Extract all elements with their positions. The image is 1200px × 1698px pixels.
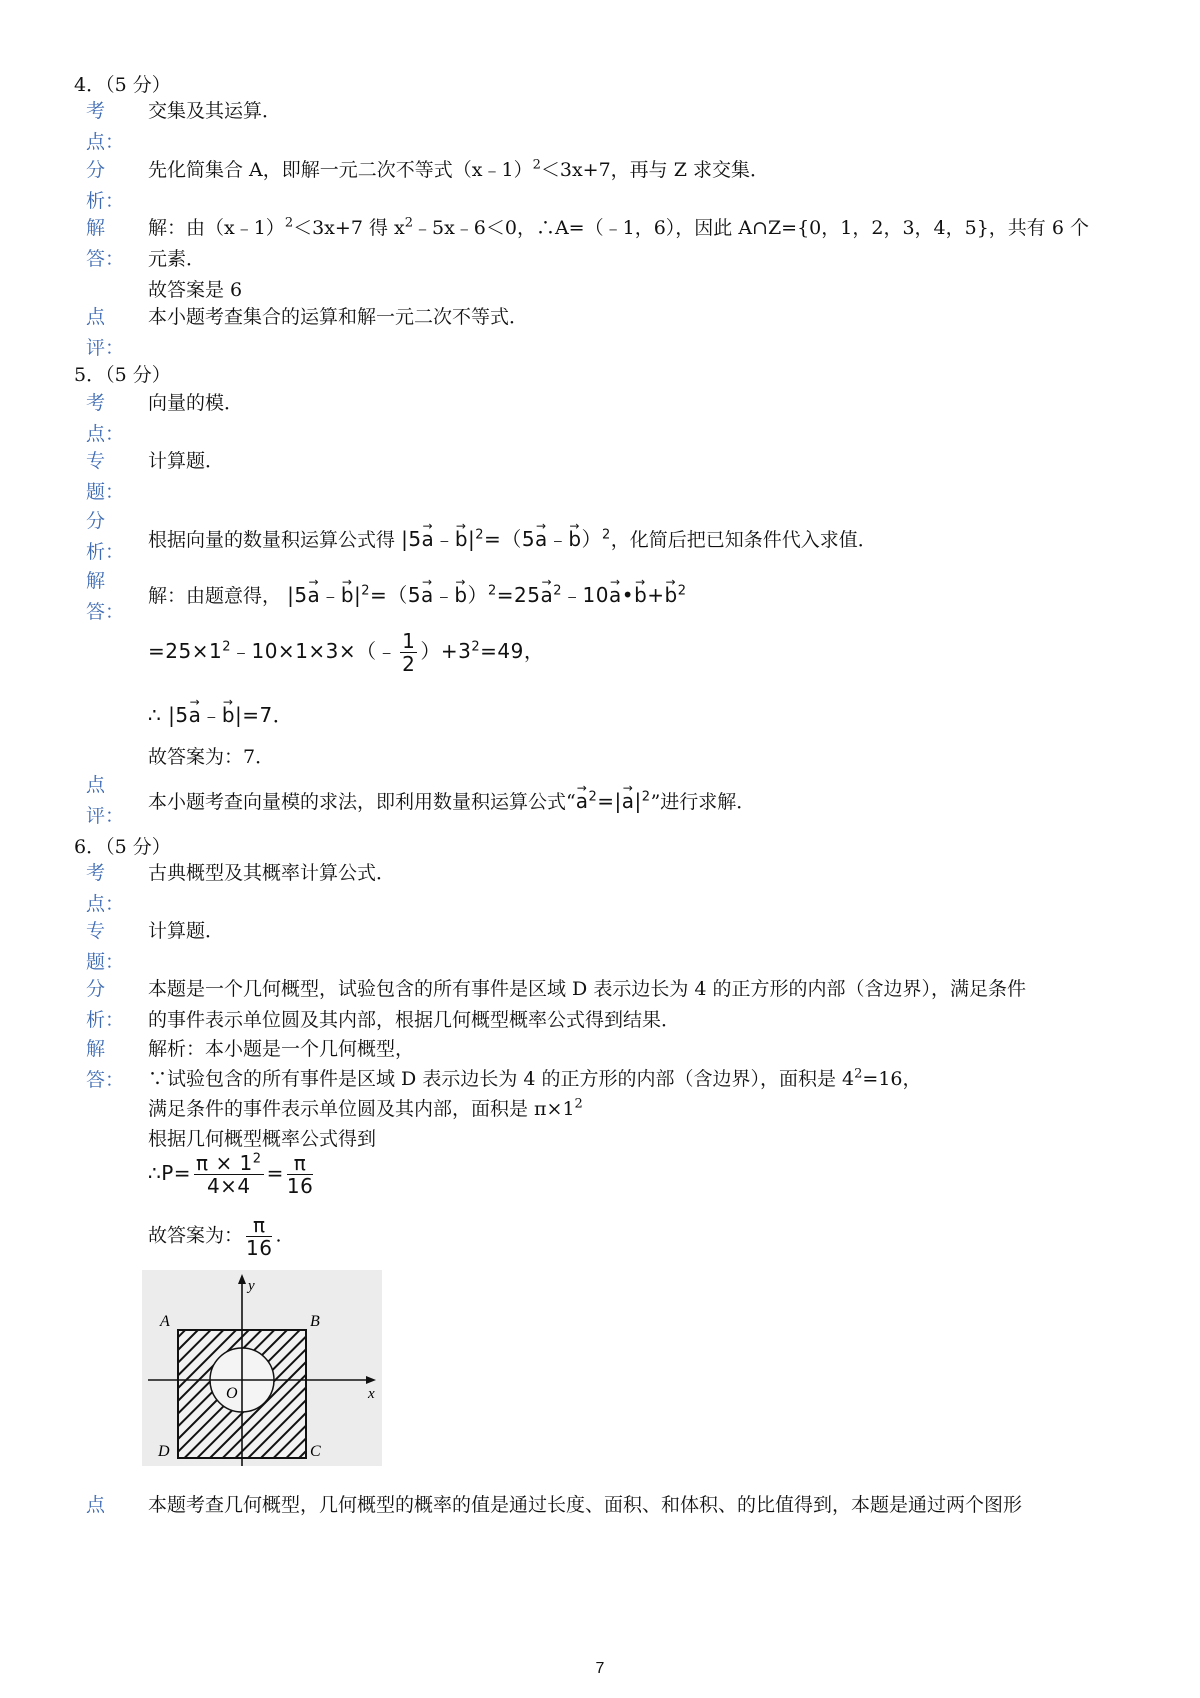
q6-jieda-line-3: 满足条件的事件表示单位圆及其内部，面积是 $\pi\times 1^2$ xyxy=(148,1096,583,1120)
q4-jieda-line-1: 解：由（x﹣1）$^2$＜3x+7 得 $x^2﹣5x﹣6<0$，∴A=（﹣1，6），因此 A∩Z={0，1，2，3，4，5}，共有 6 个 xyxy=(148,215,1089,239)
q4-dianping-label: 点 评： xyxy=(86,306,125,359)
q5-fenxi-text: 根据向量的数量积运算公式得 |5→ a﹣→ $b|^2=(5\to$ a﹣→ b）$^2$，化简后把已知条件代入求值． xyxy=(148,524,877,556)
q6-fenxi-label: 分 析： xyxy=(86,978,125,1031)
q5-dianping-text: 本小题考查向量模的求法，即利用数量积运算公式“→ $a^2=|\to a|^2$”进行求解． xyxy=(148,786,755,818)
q6-dianping-label: 点 xyxy=(86,1494,106,1516)
label-y: y xyxy=(248,1278,255,1294)
q5-jieda-line-3: ∴ |5→ a﹣→ b|=7． xyxy=(148,700,293,731)
q4-dianping-text: 本小题考查集合的运算和解一元二次不等式． xyxy=(148,306,529,328)
q4-fenxi-label: 分 析： xyxy=(86,159,125,212)
q6-zhuanti-text: 计算题． xyxy=(148,920,225,942)
q5-jieda-line-2: $=25\times 1^2﹣10\times 1\times 3\times(﹣$ $\frac{1}{2}$ ）$+3^2=49$， xyxy=(148,629,545,676)
q5-dianping-label: 点 评： xyxy=(86,774,125,827)
q6-dianping-text: 本题考查几何概型，几何概型的概率的值是通过长度、面积、和体积、的比值得到，本题是通过两个图形 xyxy=(148,1494,1023,1516)
q6-kaodian-label: 考 点： xyxy=(86,862,125,915)
q6-answer: 故答案为： $\frac{\pi}{16}$ . xyxy=(148,1213,282,1260)
q5-zhuanti-text: 计算题． xyxy=(148,450,225,472)
geometry-figure xyxy=(142,1270,382,1466)
label-C: C xyxy=(310,1443,321,1460)
q4-jieda-line-2: 元素． xyxy=(148,248,206,270)
q4-kaodian-text: 交集及其运算． xyxy=(148,100,282,122)
q6-probability-formula: ∴P= $\frac{\pi \times 1^2}{4\times 4}$ = $\frac{\pi}{16}$ xyxy=(148,1151,314,1198)
q6-jieda-label: 解 答： xyxy=(86,1038,125,1091)
q6-fenxi-line-1: 本题是一个几何概型，试验包含的所有事件是区域 D 表示边长为 4 的正方形的内部（含边界），满足条件 xyxy=(148,978,1026,1000)
q4-kaodian-label: 考 点： xyxy=(86,100,125,153)
q4-jieda-label: 解 答： xyxy=(86,217,125,270)
label-B: B xyxy=(310,1313,320,1330)
q6-fenxi-line-2: 的事件表示单位圆及其内部，根据几何概型概率公式得到结果． xyxy=(148,1009,681,1031)
page-number: 7 xyxy=(595,1660,605,1677)
question-5-heading: 5．（5 分） xyxy=(74,364,171,386)
q5-jieda-line-1: 解：由题意得， |5→ a﹣→ $b|^2=(5\to$ a﹣→ $b)^2=25\to a^2﹣10\to$ a•→ $b+\to b^2$ xyxy=(148,580,687,612)
question-4-heading: 4．（5 分） xyxy=(74,74,171,96)
q4-fenxi-text: 先化简集合 A，即解一元二次不等式（x﹣1）$^2$＜3x+7，再与 Z 求交集． xyxy=(148,157,769,181)
q5-kaodian-label: 考 点： xyxy=(86,392,125,445)
q4-answer: 故答案是 6 xyxy=(148,279,243,301)
label-A: A xyxy=(160,1313,170,1330)
q6-jieda-line-1: 解析：本小题是一个几何概型， xyxy=(148,1038,415,1060)
q5-answer: 故答案为：7． xyxy=(148,746,275,768)
label-O: O xyxy=(226,1385,238,1402)
q5-fenxi-label: 分 析： xyxy=(86,510,125,563)
q6-jieda-line-4: 根据几何概型概率公式得到 xyxy=(148,1128,377,1150)
q6-kaodian-text: 古典概型及其概率计算公式． xyxy=(148,862,396,884)
question-6-heading: 6．（5 分） xyxy=(74,836,171,858)
q5-fenxi-formula: |5→ a﹣→ $b|^2=(5\to$ a﹣→ b）$^2$ xyxy=(401,527,611,551)
label-D: D xyxy=(158,1443,170,1460)
q6-jieda-line-2: ∵试验包含的所有事件是区域 D 表示边长为 4 的正方形的内部（含边界），面积是 $4^2=16$， xyxy=(148,1066,922,1090)
q5-jieda-label: 解 答： xyxy=(86,570,125,623)
q5-zhuanti-label: 专 题： xyxy=(86,450,125,503)
q5-kaodian-text: 向量的模． xyxy=(148,392,244,414)
label-x: x xyxy=(368,1386,375,1402)
q6-zhuanti-label: 专 题： xyxy=(86,920,125,973)
